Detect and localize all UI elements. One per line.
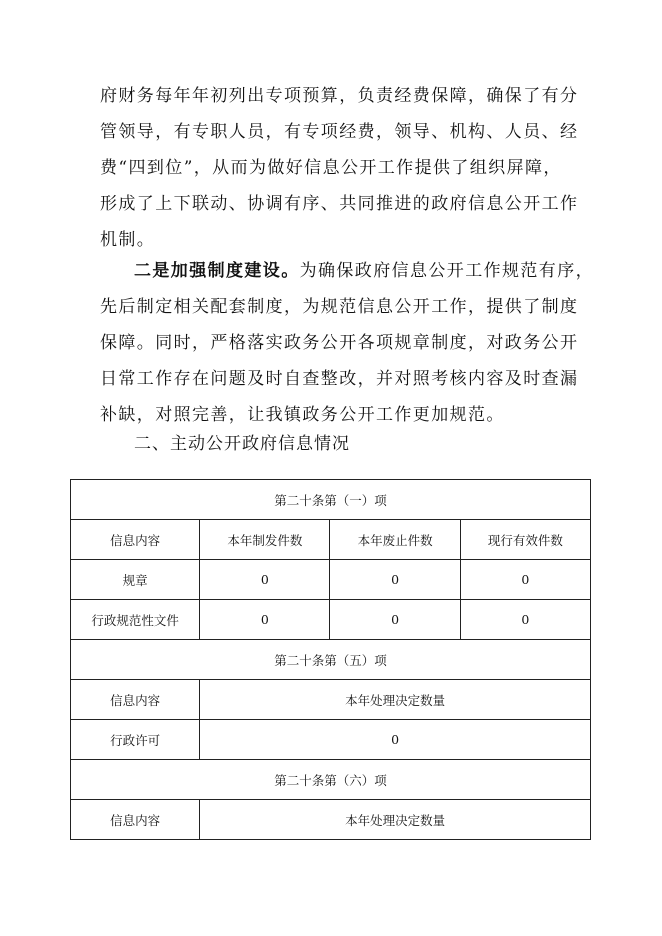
header-cell: 信息内容 xyxy=(71,680,200,720)
text-line: 机制。 xyxy=(100,230,156,250)
section-title-cell: 第二十条第（一）项 xyxy=(71,480,591,520)
table-cell: 0 xyxy=(200,560,330,600)
section-heading: 二、主动公开政府信息情况 xyxy=(134,434,350,454)
table-row xyxy=(71,600,591,640)
table-header-row xyxy=(71,800,591,840)
table-cell: 0 xyxy=(330,560,460,600)
header-cell: 现行有效件数 xyxy=(460,520,590,560)
lead-rest: 为确保政府信息公开工作规范有序， xyxy=(299,261,595,281)
text-line: 形成了上下联动、协调有序、共同推进的政府信息公开工作 xyxy=(100,194,579,214)
header-cell: 信息内容 xyxy=(71,800,200,840)
table-cell: 行政许可 xyxy=(71,720,200,760)
section-title-cell: 第二十条第（五）项 xyxy=(71,640,591,680)
text-line: 日常工作存在问题及时自查整改，并对照考核内容及时查漏 xyxy=(100,369,579,389)
table-header-row xyxy=(71,680,591,720)
table-row xyxy=(71,560,591,600)
header-cell: 本年制发件数 xyxy=(200,520,330,560)
text-line: 先后制定相关配套制度，为规范信息公开工作，提供了制度 xyxy=(100,297,579,317)
text-line-first xyxy=(100,253,595,289)
table-cell: 行政规范性文件 xyxy=(71,600,200,640)
bold-lead: 二是加强制度建设。 xyxy=(134,261,300,281)
text-line: 保障。同时，严格落实政务公开各项规章制度，对政务公开 xyxy=(100,333,579,353)
table-cell: 0 xyxy=(460,560,590,600)
table-row xyxy=(71,640,591,680)
text-line: 府财务每年年初列出专项预算，负责经费保障，确保了有分 xyxy=(100,86,579,106)
text-line: 管领导，有专职人员，有专项经费，领导、机构、人员、经 xyxy=(100,122,579,142)
paragraph-organization xyxy=(100,78,579,258)
text-line: 补缺，对照完善，让我镇政务公开工作更加规范。 xyxy=(100,405,505,425)
table-cell: 0 xyxy=(200,720,591,760)
table-cell: 规章 xyxy=(71,560,200,600)
paragraph-system-building xyxy=(100,253,595,433)
table-row xyxy=(71,720,591,760)
header-cell: 信息内容 xyxy=(71,520,200,560)
section-title-cell: 第二十条第（六）项 xyxy=(71,760,591,800)
disclosure-table xyxy=(70,479,591,840)
header-cell: 本年废止件数 xyxy=(330,520,460,560)
table-cell: 0 xyxy=(460,600,590,640)
text-line: 费“四到位”，从而为做好信息公开工作提供了组织屏障， xyxy=(100,158,562,178)
table-cell: 0 xyxy=(330,600,460,640)
table-header-row xyxy=(71,520,591,560)
table-row xyxy=(71,480,591,520)
table-cell: 0 xyxy=(200,600,330,640)
header-cell: 本年处理决定数量 xyxy=(200,800,591,840)
header-cell: 本年处理决定数量 xyxy=(200,680,591,720)
table-row xyxy=(71,760,591,800)
